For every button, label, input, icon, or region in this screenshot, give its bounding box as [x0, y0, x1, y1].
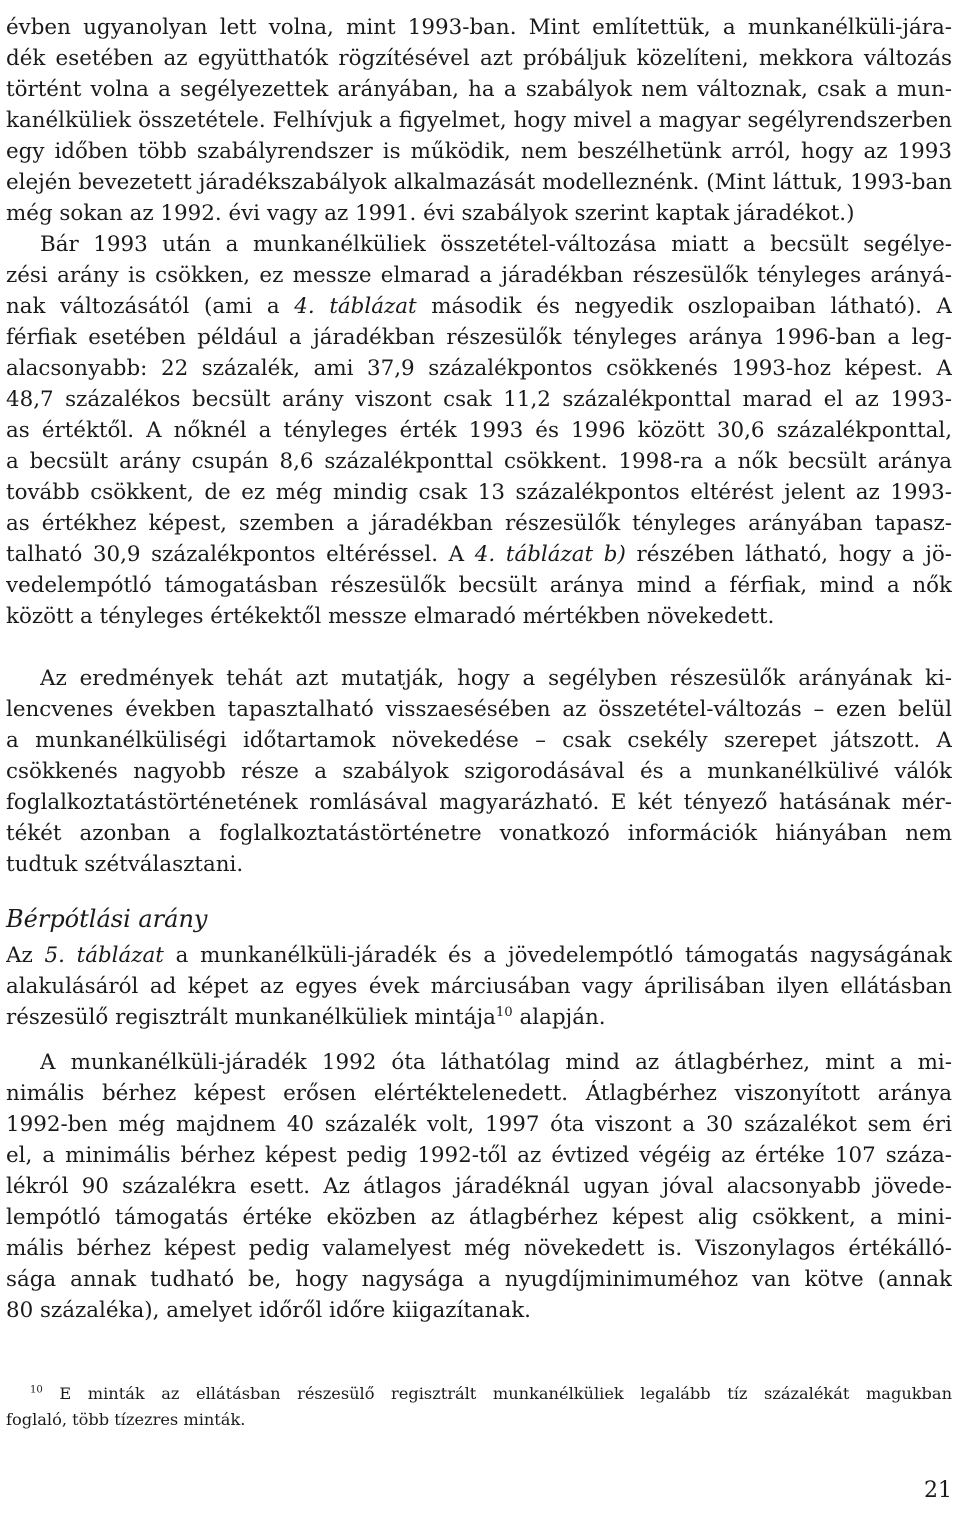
footnote-number: 10	[30, 1384, 43, 1396]
text-line: tékét azonban a foglalkoztatástörténetre vonatkozó információk hiányában nem	[6, 821, 952, 846]
text-line: között a tényleges értékektől messze elmaradó mértékben növekedett.	[6, 604, 775, 629]
page-number: 21	[924, 1478, 952, 1503]
text-line: a becsült arány csupán 8,6 százalékponttal csökkent. 1998-ra a nők becsült aránya	[6, 449, 952, 474]
text-line: lempótló támogatás értéke eközben az átlagbérhez képest alig csökkent, a mini-	[6, 1205, 952, 1230]
text-line: foglalkoztatástörténetének romlásával magyarázható. E két tényező hatásának mér-	[6, 790, 952, 815]
text-line: kanélküliek összetétele. Felhívjuk a figyelmet, hogy mivel a magyar segélyrendszerben	[6, 108, 952, 133]
table-reference: 4. táblázat b)	[474, 542, 626, 567]
text-line: Az eredmények tehát azt mutatják, hogy a segélyben részesülők arányának ki-	[40, 666, 952, 691]
text-line: mális bérhez képest pedig valamelyest még növekedett is. Viszonylagos értékálló-	[6, 1236, 952, 1261]
text-line: részesülő regisztrált munkanélküliek mintája$^{10}$ alapján.	[6, 1004, 606, 1030]
text-line: még sokan az 1992. évi vagy az 1991. évi szabályok szerint kaptak járadékot.)	[6, 201, 855, 226]
text-line: zési arány is csökken, ez messze elmarad a járadékban részesülők tényleges arányá-	[6, 263, 952, 288]
text-line: dék esetében az együtthatók rögzítésével azt próbáljuk közelíteni, mekkora változás	[6, 46, 952, 71]
text-line: a munkanélküliségi időtartamok növekedése – csak csekély szerepet játszott. A	[6, 728, 952, 753]
text-line: alakulásáról ad képet az egyes évek márciusában vagy áprilisában ilyen ellátásban	[6, 974, 952, 999]
text-line: évben ugyanolyan lett volna, mint 1993-ban. Mint említettük, a munkanélküli-jára-	[6, 15, 952, 40]
text-line: 80 százaléka), amelyet időről időre kiigazítanak.	[6, 1298, 531, 1323]
text-line: lencvenes években tapasztalható visszaesésében az összetétel-változás – ezen belül	[6, 697, 952, 722]
text-line: sága annak tudható be, hogy nagysága a nyugdíjminimuméhoz van kötve (annak	[6, 1267, 952, 1292]
table-reference: 5. táblázat	[44, 943, 164, 968]
text-line: Bár 1993 után a munkanélküliek összetétel-változása miatt a becsült segélye-	[40, 232, 952, 257]
text-line: tudtuk szétválasztani.	[6, 852, 244, 877]
text-line: tovább csökkent, de ez még mindig csak 13 százalékpontos eltérést jelent az 1993-	[6, 480, 952, 505]
text-line: elején bevezetett járadékszabályok alkalmazását modelleznénk. (Mint láttuk, 1993-ban	[6, 170, 952, 195]
text-line: talható 30,9 százalékpontos eltéréssel. A 4. táblázat b) részében látható, hogy a jö-	[6, 542, 952, 567]
text-line: el, a minimális bérhez képest pedig 1992-től az évtized végéig az értéke 107 száza-	[6, 1143, 952, 1168]
text-line: A munkanélküli-járadék 1992 óta láthatólag mind az átlagbérhez, mint a mi-	[40, 1050, 952, 1075]
text-line: nimális bérhez képest erősen elértéktelenedett. Átlagbérhez viszonyított aránya	[6, 1081, 952, 1106]
text-line: vedelempótló támogatásban részesülők becsült aránya mind a férfiak, mind a nők	[6, 573, 952, 598]
text-line: 48,7 százalékos becsült arány viszont csak 11,2 százalékponttal marad el az 1993-	[6, 387, 952, 412]
text-line: lékról 90 százalékra esett. Az átlagos járadéknál ugyan jóval alacsonyabb jövede-	[6, 1174, 952, 1199]
text-line: 1992-ben még majdnem 40 százalék volt, 1997 óta viszont a 30 százalékot sem éri	[6, 1112, 952, 1137]
text-line: as értéktől. A nőknél a tényleges érték 1993 és 1996 között 30,6 százalékponttal,	[6, 418, 952, 443]
footnote-marker: 10	[495, 1004, 513, 1020]
text-line: férfiak esetében például a járadékban részesülők tényleges aránya 1996-ban a leg-	[6, 325, 952, 350]
footnote-line: $^{10}$ E minták az ellátásban részesülő regisztrált munkanélküliek legalább tíz százalékát magukban	[30, 1384, 952, 1403]
table-reference: 4. táblázat	[294, 294, 417, 319]
text-line: Az 5. táblázat a munkanélküli-járadék és a jövedelempótló támogatás nagyságának	[6, 943, 952, 968]
text-line: egy időben több szabályrendszer is működik, nem beszélhetünk arról, hogy az 1993	[6, 139, 952, 164]
footnote-line: foglaló, több tízezres minták.	[6, 1410, 246, 1429]
section-heading: Bérpótlási arány	[6, 905, 208, 933]
text-line: as értékhez képest, szemben a járadékban részesülők tényleges arányában tapasz-	[6, 511, 952, 536]
text-line: történt volna a segélyezettek arányában, ha a szabályok nem változnak, csak a mun-	[6, 77, 952, 102]
text-line: alacsonyabb: 22 százalék, ami 37,9 százalékpontos csökkenés 1993-hoz képest. A	[6, 356, 952, 381]
text-line: csökkenés nagyobb része a szabályok szigorodásával és a munkanélkülivé válók	[6, 759, 952, 784]
text-line: nak változásától (ami a 4. táblázat második és negyedik oszlopaiban látható). A	[6, 294, 952, 319]
